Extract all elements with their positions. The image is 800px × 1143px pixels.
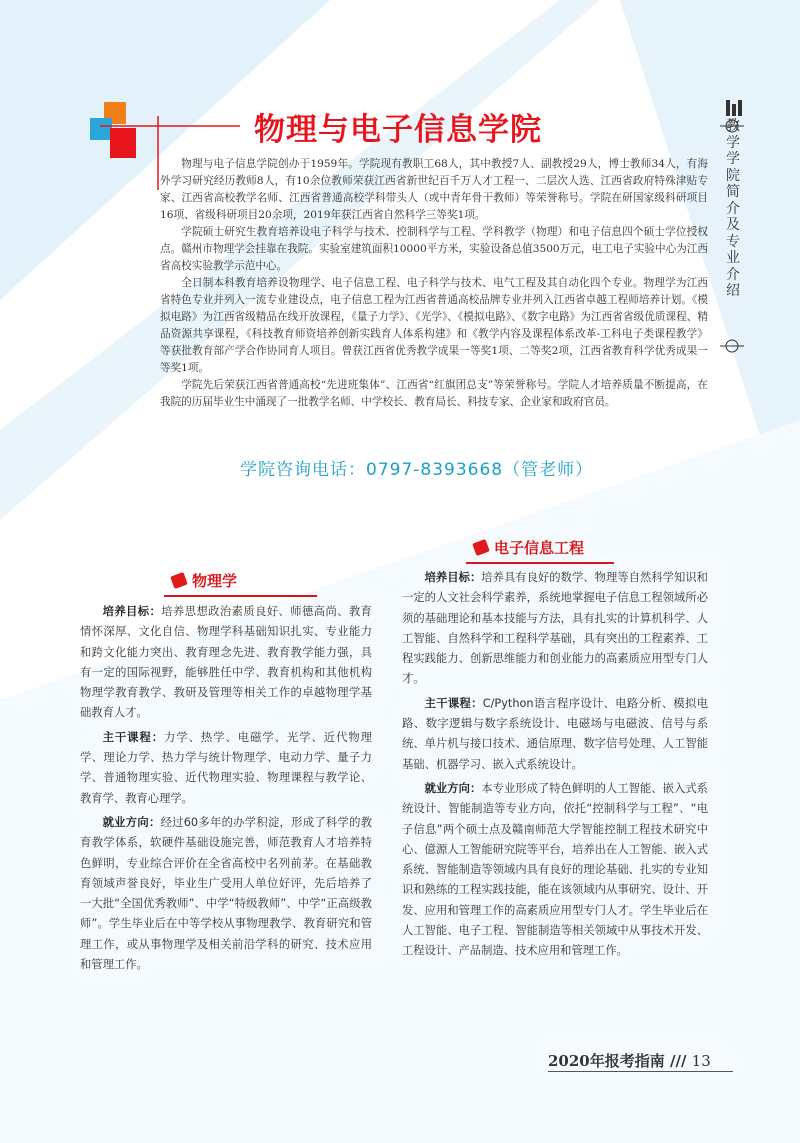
text: 本专业形成了特色鲜明的人工智能、嵌入式系统设计、智能制造等专业方向，依托“控制科学与工程”、“电子信息”两个硕士点及赣南师范大学智能控制工程技术研究中心、億源人工智能研究院等平台，培养出在人工智能、嵌入式系统、智能制造等领域内具有良好的理论基础、扎实的专业知识和熟练的工程实践技能，能在该领域内从事研究、设计、开发、应用和管理工作的高素质应用型专门人才。学生毕业后在人工智能、电子工程、智能制造等相关领域中从事技术开发、工程设计、产品制造、技术应用和管理工作。 — [402, 781, 708, 958]
sidebar-bar-icon — [726, 100, 730, 116]
deco-red-square — [110, 128, 136, 158]
electronics-courses — [402, 694, 708, 775]
footer-separator: /// — [669, 1052, 687, 1070]
label: 主干课程： — [102, 730, 165, 744]
page-title: 物理与电子信息学院 — [254, 112, 542, 148]
intro-text — [160, 156, 708, 411]
section-title: 电子信息工程 — [494, 539, 585, 557]
section-heading-physics — [172, 570, 237, 591]
section-heading-electronics — [474, 537, 584, 558]
physics-column — [80, 602, 372, 979]
text: 经过60多年的办学积淀，形成了科学的教育教学体系，软硬件基础设施完善，师范教育人才培养特色鲜明，专业综合评价在全省高校中名列前茅。在基础教育领域声誉良好，毕业生广受用人单位好评，先后培养了一大批“全国优秀教师”、中学“特级教师”、中学“正高级教师”。学生毕业后在中等学校从事物理教学、教育研究和管理工作，或从事物理学及相关前沿学科的研究、技术应用和管理工作。 — [80, 815, 372, 972]
electronics-career — [402, 779, 708, 962]
section-title: 物理学 — [192, 572, 238, 590]
intro-paragraph: 物理与电子信息学院创办于1959年。学院现有教职工68人，其中教授7人、副教授29人，博士教师34人，有海外学习研究经历教师8人，有10余位教师荣获江西省新世纪百千万人才工程一、二层次人选、江西省政府特殊津贴专家、江西省高校教学名师、江西省普通高校学科带头人（或中青年骨干教师）等荣誉称号。学院在研国家级科研项目16项、省级科研项目20余项，2019年获江西省自然科学三等奖1项。 — [160, 158, 708, 221]
sidebar-vertical-label: 教学学院简介及专业介绍 — [726, 118, 740, 299]
text: 力学、热学、电磁学、光学、近代物理学、理论力学、热力学与统计物理学、电动力学、量子力学、普通物理实验、近代物理实验、物理课程与教学论、教育学、教育心理学。 — [80, 730, 372, 805]
text: 培养具有良好的数学、物理等自然科学知识和一定的人文社会科学素养，系统地掌握电子信息工程领域所必须的基础理论和基本技能与方法，具有扎实的计算机科学、人工智能、自然科学和工程科学基础，具有突出的工程素养、工程实践能力、创新思维能力和创业能力的高素质应用型专门人才。 — [402, 571, 708, 686]
electronics-goal — [402, 568, 708, 690]
consult-phone: 学院咨询电话：0797-8393668（管老师） — [240, 460, 594, 480]
text: C/Python语言程序设计、电路分析、模拟电路、数字逻辑与数字系统设计、电磁场与电磁波、信号与系统、单片机与接口技术、通信原理、数字信号处理、人工智能基础、机器学习、嵌入式系统设计。 — [402, 696, 708, 771]
label: 就业方向： — [424, 781, 482, 795]
heading-underline — [164, 595, 317, 597]
label: 培养目标： — [424, 571, 482, 584]
electronics-column — [402, 568, 708, 966]
heading-underline — [466, 562, 614, 564]
footer — [548, 1050, 711, 1071]
label: 培养目标： — [102, 605, 162, 618]
footer-rule — [548, 1071, 733, 1072]
book-icon — [472, 539, 490, 556]
intro-paragraph: 全日制本科教育培养设物理学、电子信息工程、电子科学与技术、电气工程及其自动化四个专业。物理学为江西省特色专业并列入一流专业建设点，电子信息工程为江西省普通高校品牌专业并列入江西省卓越工程师培养计划。《模拟电路》为江西省级精品在线开放课程，《量子力学》、《光学》、《模拟电路》、《数字电路》为江西省省级优质课程、精品资源共享课程，《科技教育师资培养创新实践育人体系构建》和《教学内容及课程体系改革-工科电子类课程教学》等获批教育部产学合作协同育人项目。曾获江西省优秀教学成果一等奖1项、二等奖2项，江西省教育科学优秀成果一等奖1项。 — [160, 277, 708, 374]
footer-text: 2020年报考指南 — [548, 1052, 665, 1070]
physics-career — [80, 813, 372, 975]
physics-courses — [80, 728, 372, 809]
book-icon — [170, 572, 188, 589]
label: 主干课程： — [424, 696, 483, 710]
deco-blue-square — [90, 118, 112, 140]
label: 就业方向： — [102, 815, 161, 829]
intro-paragraph: 学院先后荣获江西省普通高校“先进班集体”、江西省“红旗团总支”等荣誉称号。学院人才培养质量不断提高，在我院的历届毕业生中涌现了一批教学名师、中学校长、教育局长、科技专家、企业家和政府官员。 — [160, 379, 708, 408]
physics-goal — [80, 602, 372, 724]
intro-paragraph: 学院硕士研究生教育培养设电子科学与技术、控制科学与工程、学科教学（物理）和电子信息四个硕士学位授权点。赣州市物理学会挂靠在我院。实验室建筑面积10000平方米，实验设备总值3500万元，电工电子实验中心为江西省高校实验教学示范中心。 — [160, 226, 708, 272]
text: 培养思想政治素质良好、师德高尚、教育情怀深厚、文化自信、物理学科基础知识扎实、专业能力和跨文化能力突出、教育理念先进、教育教学能力强，具有一定的国际视野，能够胜任中学、教育机构和其他机构物理学教育教学、教研及管理等相关工作的卓越物理学基础教育人才。 — [80, 605, 372, 720]
page-number: 13 — [691, 1052, 711, 1070]
